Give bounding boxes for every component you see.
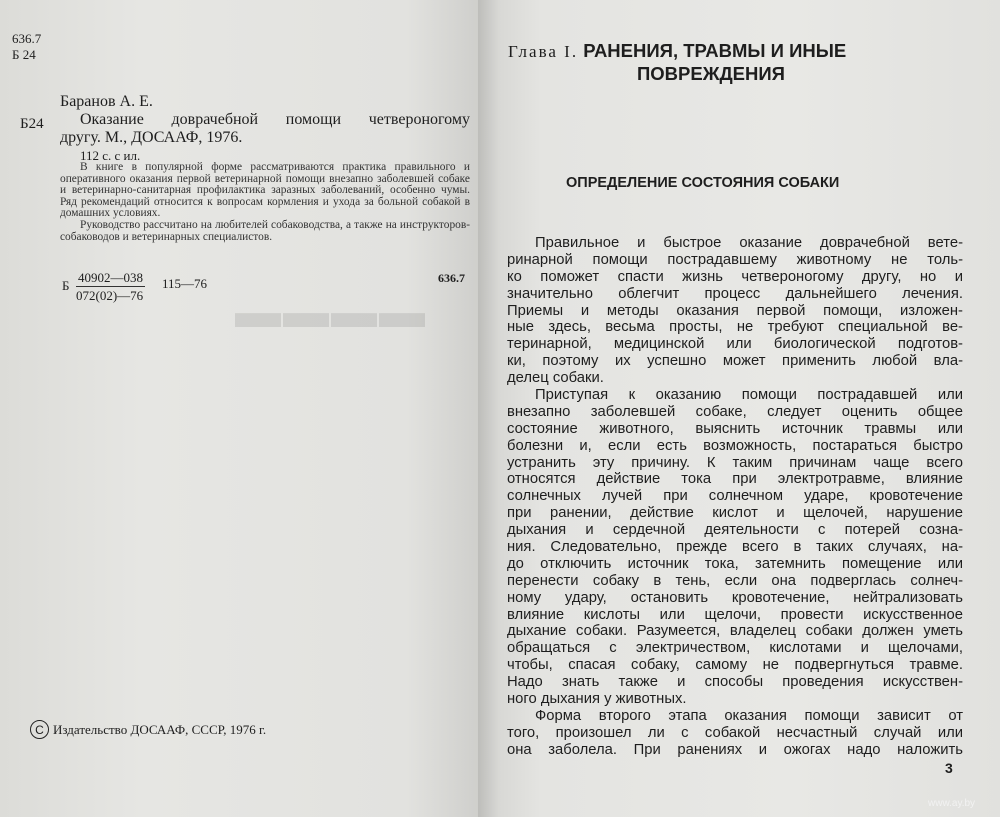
annotation bbox=[60, 162, 470, 243]
body-line: чтобы, спасая собаку, самому не подвергнуться травме. bbox=[507, 657, 963, 674]
copyright-text: Издательство ДОСААФ, СССР, 1976 г. bbox=[53, 721, 267, 737]
body-line: ния. Следовательно, прежде всего в таких случаях, на- bbox=[507, 539, 963, 556]
formula-suffix: 115—76 bbox=[162, 276, 208, 291]
bleed-through-text: ▬▬▬▬ bbox=[235, 286, 427, 337]
entry-author: Баранов А. Е. bbox=[60, 93, 153, 110]
udk-code: 636.7 bbox=[12, 31, 42, 46]
annotation-paragraph: В книге в популярной форме рассматриваются практика правильного и оперативного оказания первой ветеринарной помощи внезапно заболевшей собаке и ветеринарно-санитарная профилактика заразных заболеваний, особенно чумы. Ряд рекомендаций относится к вопросам кормления и ухода за больной собакой в домашних условиях. bbox=[60, 161, 470, 220]
body-line: ки, поэтому их успешно может применить любой вла- bbox=[507, 353, 963, 370]
catalog-entry bbox=[60, 93, 470, 165]
body-line: устранить эту причину. К таким причинам чаще всего bbox=[507, 454, 963, 471]
author-mark: Б24 bbox=[20, 116, 44, 132]
body-line: до отключить источник тока, затемнить помещение или bbox=[507, 555, 963, 572]
body-line: она заболела. При ранениях и ожогах надо наложить bbox=[507, 741, 963, 758]
body-line: состояние животного, выяснить источник травмы или bbox=[507, 420, 963, 437]
body-line: теринарной, медицинской или биологической подготов- bbox=[507, 336, 963, 353]
chapter-title-line2: ПОВРЕЖДЕНИЯ bbox=[637, 63, 785, 84]
body-line: ному удару, остановить кровотечение, нейтрализовать bbox=[507, 589, 963, 606]
body-line: ного дыхания у животных. bbox=[507, 691, 687, 708]
formula-udk: 636.7 bbox=[438, 271, 465, 285]
body-line: Правильное и быстрое оказание доврачебной вете- bbox=[535, 235, 963, 251]
body-line: дыхания и сердечной деятельности с потерей созна- bbox=[507, 522, 963, 539]
chapter-title-line1: РАНЕНИЯ, ТРАВМЫ И ИНЫЕ bbox=[583, 40, 847, 61]
body-line: обращаться с электричеством, кислотами и щелочами, bbox=[507, 640, 963, 657]
left-page bbox=[0, 0, 478, 817]
body-line: влияние кислоты или щелочи, провести искусственное bbox=[507, 606, 963, 623]
body-line: делец собаки. bbox=[507, 370, 604, 387]
formula-numerator: 40902—038 bbox=[78, 270, 143, 285]
body-line: Надо знать также и способы проведения искусствен- bbox=[507, 674, 963, 691]
body-text bbox=[507, 235, 963, 759]
copyright-icon: C bbox=[30, 720, 49, 739]
formula-letter: Б bbox=[62, 278, 70, 293]
page-number: 3 bbox=[945, 760, 953, 776]
body-line: Приступая к оказанию помощи пострадавшей или bbox=[535, 387, 963, 404]
body-line: дыхание собаки. Разумеется, владелец собаки должен уметь bbox=[507, 623, 963, 640]
body-line: того, произошел ли с собакой несчастный случай или bbox=[507, 724, 963, 741]
body-line: Приемы и методы оказания первой помощи, изложен- bbox=[507, 302, 963, 319]
formula-denominator: 072(02)—76 bbox=[76, 288, 144, 303]
body-line: ные здесь, весьма просты, не требуют специальной ве- bbox=[507, 319, 963, 336]
body-line: перенести собаку в тень, если она подверглась солнеч- bbox=[507, 572, 963, 589]
copyright bbox=[30, 720, 266, 739]
body-line: относятся действие тока при электротравме, влияние bbox=[507, 471, 963, 488]
body-line: внезапно заболевшей собаке, следует оценить общее bbox=[507, 403, 963, 420]
entry-pages: 112 с. с ил. bbox=[80, 148, 141, 163]
body-line: значительно облегчит процесс дальнейшего лечения. bbox=[507, 285, 963, 302]
right-page bbox=[478, 0, 1000, 817]
bbk-code: Б 24 bbox=[12, 47, 36, 62]
annotation-paragraph: Руководство рассчитано на любителей собаководства, а также на инструкторов-собаководов и ветеринарных специалистов. bbox=[60, 218, 470, 243]
body-line: Форма второго этапа оказания помощи зависит от bbox=[535, 707, 963, 724]
watermark: www.ay.by bbox=[928, 798, 976, 809]
body-line: ринарной помощи пострадавшему животному не толь- bbox=[507, 251, 963, 268]
chapter-heading bbox=[508, 40, 846, 85]
chapter-prefix: Глава I. bbox=[508, 42, 579, 61]
body-line: болезни и, если есть возможность, постараться быстро bbox=[507, 437, 963, 454]
body-line: ко поможет спасти жизнь четвероногому другу, но и bbox=[507, 268, 963, 285]
body-line: солнечных лучей при солнечном ударе, кровотечение bbox=[507, 488, 963, 505]
entry-imprint: другу. М., ДОСААФ, 1976. bbox=[60, 129, 243, 146]
section-title: ОПРЕДЕЛЕНИЕ СОСТОЯНИЯ СОБАКИ bbox=[566, 175, 840, 191]
entry-title: Оказание доврачебной помощи четвероногому bbox=[80, 111, 470, 128]
body-line: при ранении, действие кислот и щелочей, нарушение bbox=[507, 505, 963, 522]
